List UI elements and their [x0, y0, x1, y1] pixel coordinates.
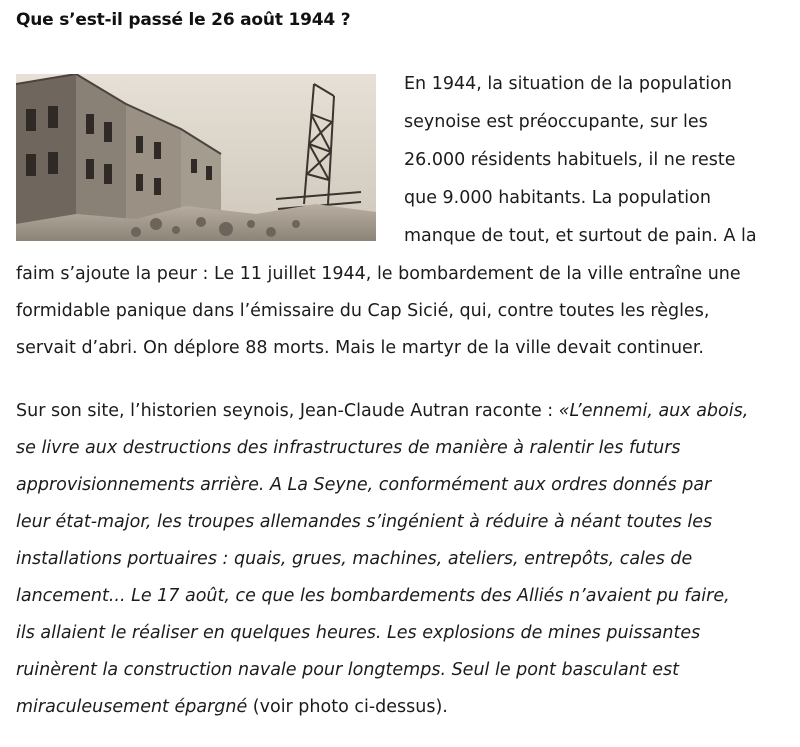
paragraph-1-line: manque de tout, et surtout de pain. A la — [404, 226, 757, 246]
quote-text: «L’ennemi, aux abois, — [558, 401, 749, 421]
historical-photo — [16, 74, 376, 241]
paragraph-2-line — [16, 697, 448, 717]
paragraph-1-line: que 9.000 habitants. La population — [404, 188, 711, 208]
quote-line: lancement... Le 17 août, ce que les bombardements des Alliés n’avaient pu faire, — [16, 586, 730, 606]
photo-ruins-and-bridge — [16, 74, 376, 241]
quote-line: ils allaient le réaliser en quelques heures. Les explosions de mines puissantes — [16, 623, 701, 643]
paragraph-1-line: servait d’abri. On déplore 88 morts. Mais le martyr de la ville devait continuer. — [16, 338, 704, 358]
paragraph-2-line — [16, 401, 748, 421]
quote-outro: (voir photo ci-dessus). — [247, 697, 448, 717]
quote-line: ruinèrent la construction navale pour longtemps. Seul le pont basculant est — [16, 660, 679, 680]
quote-line: installations portuaires : quais, grues, machines, ateliers, entrepôts, cales de — [16, 549, 693, 569]
paragraph-1-line: faim s’ajoute la peur : Le 11 juillet 1944, le bombardement de la ville entraîne une — [16, 264, 741, 284]
article-title: Que s’est-il passé le 26 août 1944 ? — [16, 10, 351, 30]
quote-text: miraculeusement épargné — [16, 697, 248, 717]
paragraph-1-line: formidable panique dans l’émissaire du Cap Sicié, qui, contre toutes les règles, — [16, 301, 710, 321]
quote-line: approvisionnements arrière. A La Seyne, conformément aux ordres donnés par — [16, 475, 712, 495]
paragraph-1-line: 26.000 résidents habituels, il ne reste — [404, 150, 736, 170]
quote-line: se livre aux destructions des infrastructures de manière à ralentir les futurs — [16, 438, 681, 458]
paragraph-1-line: En 1944, la situation de la population — [404, 74, 732, 94]
paragraph-1-line: seynoise est préoccupante, sur les — [404, 112, 708, 132]
quote-line: leur état-major, les troupes allemandes s’ingénient à réduire à néant toutes les — [16, 512, 713, 532]
quote-intro: Sur son site, l’historien seynois, Jean-Claude Autran raconte : — [16, 401, 559, 421]
